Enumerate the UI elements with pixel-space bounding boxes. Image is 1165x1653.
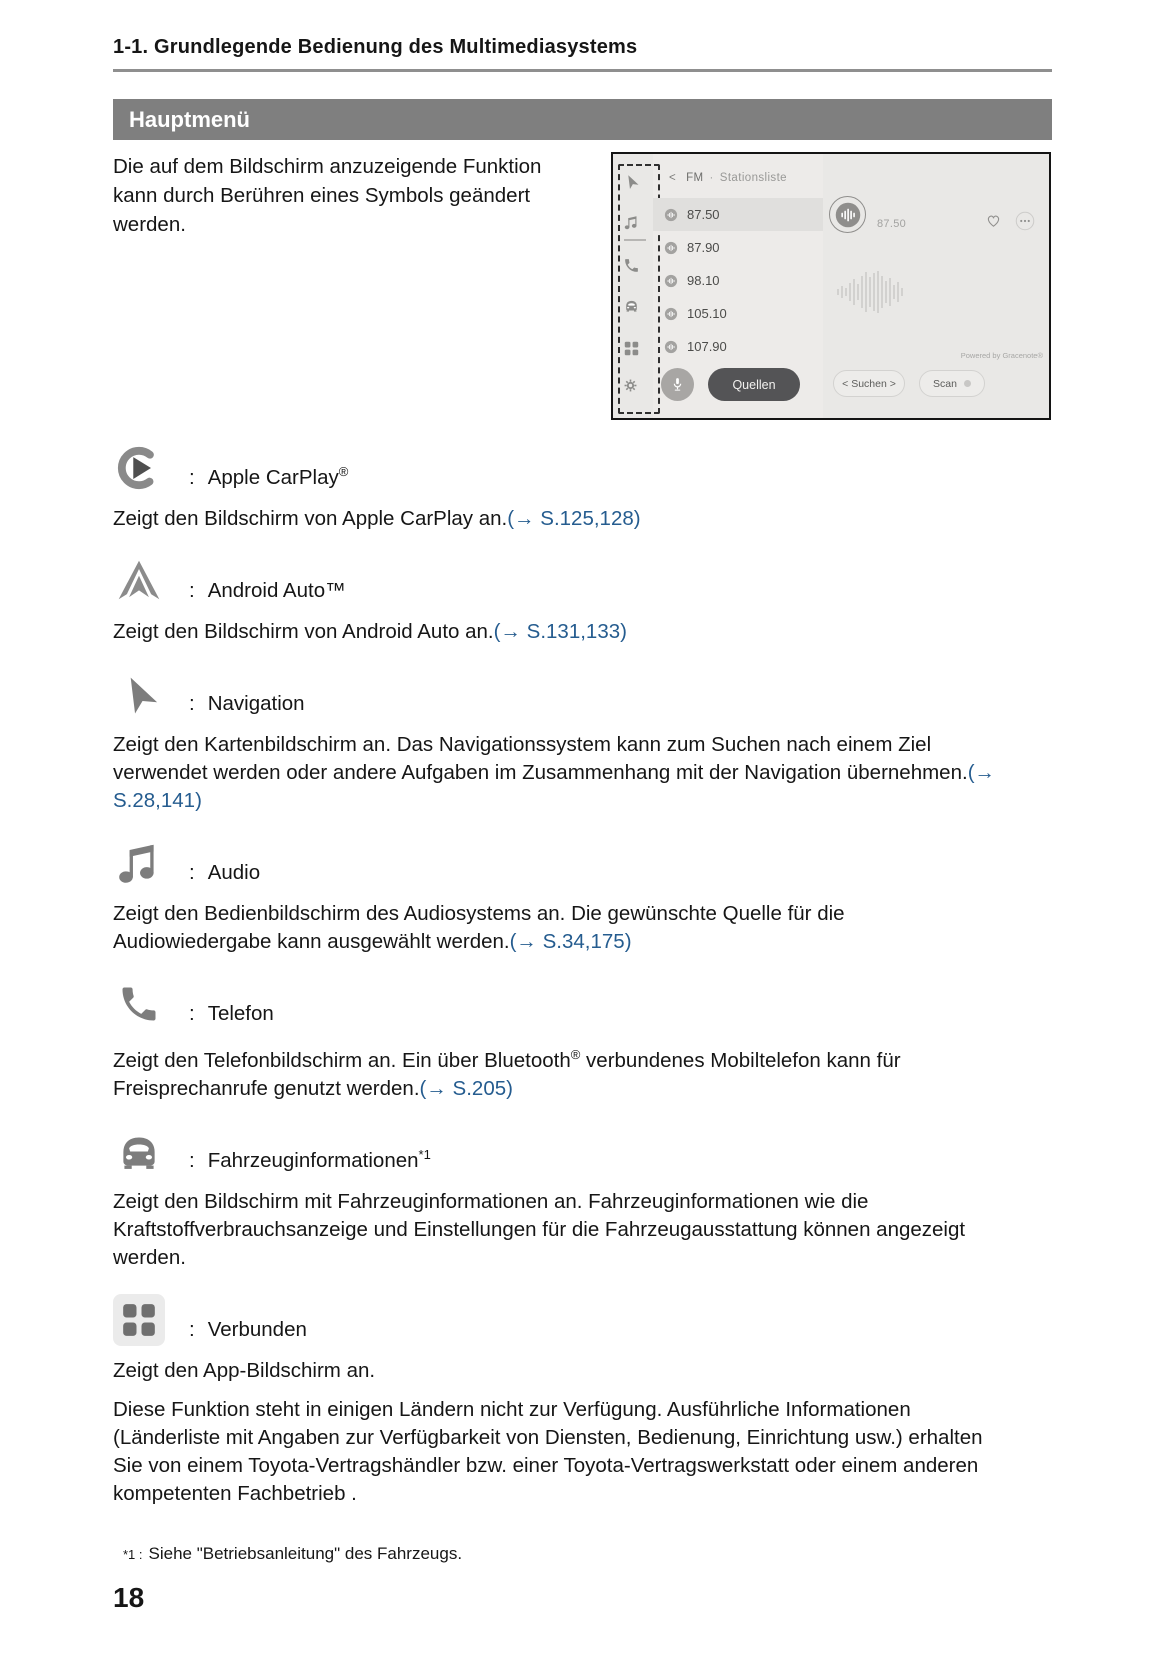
page-link[interactable]: (→ S.205) — [419, 1076, 513, 1100]
station-icon — [834, 201, 862, 229]
navigation-icon — [113, 668, 165, 720]
station-icon — [664, 208, 678, 222]
station-row — [653, 297, 823, 330]
station-frequency: 87.90 — [687, 240, 720, 255]
feature-navigation — [113, 668, 1003, 815]
station-list-title: Stationsliste — [719, 172, 787, 184]
feature-description: Zeigt den Bildschirm von Android Auto an.(→ S.131,133) — [113, 620, 627, 643]
feature-verbunden — [113, 1294, 1003, 1508]
vehicle-info-icon — [623, 297, 640, 314]
station-icon — [664, 274, 678, 288]
apps-icon — [623, 340, 640, 357]
feature-label: : Fahrzeuginformationen$^{*1}$ — [189, 1147, 431, 1172]
page-number: 18 — [113, 1581, 145, 1613]
phone-icon — [623, 257, 640, 274]
now-playing-station-icon — [829, 196, 866, 233]
page-link[interactable]: (→ S.34,175) — [509, 930, 632, 953]
feature-audio — [113, 837, 1003, 956]
page-link[interactable]: (→ S.131,133) — [493, 620, 627, 643]
page-link[interactable]: (→ S.28,141) — [113, 761, 996, 812]
station-row — [653, 198, 823, 231]
station-frequency: 105.10 — [687, 306, 727, 321]
station-row — [653, 231, 823, 264]
feature-label: : Android Auto™ — [189, 579, 346, 602]
connected-apps-icon — [113, 1294, 165, 1346]
scan-label: Scan — [933, 377, 957, 390]
footnote-text: Siehe "Betriebsanleitung" des Fahrzeugs. — [148, 1543, 463, 1563]
feature-description: Diese Funktion steht in einigen Ländern nicht zur Verfügung. Ausführliche Informationen (Länderliste mit Angaben zur Verfügbarkeit von Diensten, Bedienung, Einrichtung usw.) erhalten Sie von einem Toyota-Vertragshändler bzw. einer Toyota-Vertragswerkstatt oder einem anderen kompetenten Fachbetrieb . — [113, 1397, 983, 1505]
settings-gear-icon — [623, 378, 638, 393]
powered-by-label: Powered by Gracenote® — [960, 351, 1043, 360]
feature-description: Zeigt den Bildschirm von Apple CarPlay an.(→ S.125,128) — [113, 507, 641, 530]
feature-telefon — [113, 978, 1003, 1103]
feature-description: Zeigt den Kartenbildschirm an. Das Navigationssystem kann zum Suchen nach einem Ziel verwendet werden oder andere Aufgaben im Zusammenhang mit der Navigation übernehmen.(→ S.28,141) — [113, 733, 996, 812]
android-auto-icon — [113, 555, 165, 607]
more-options-icon — [1015, 211, 1035, 231]
scan-dot-icon — [964, 380, 971, 387]
station-frequency: 87.50 — [687, 207, 720, 222]
band-label: FM — [686, 172, 704, 184]
favorite-heart-icon — [985, 212, 1002, 229]
header-separator: · — [709, 172, 714, 184]
scan-button — [919, 370, 985, 397]
active-tab-indicator — [624, 239, 646, 241]
navigation-icon — [623, 173, 640, 190]
feature-label: : Audio — [189, 861, 261, 884]
feature-description: Zeigt den App-Bildschirm an. — [113, 1358, 376, 1382]
station-row — [653, 264, 823, 297]
station-row — [653, 330, 823, 363]
audio-icon — [623, 214, 640, 231]
mic-icon — [668, 375, 687, 394]
phone-icon — [113, 978, 165, 1030]
feature-label: : Telefon — [189, 1002, 274, 1025]
waveform-graphic — [837, 271, 905, 313]
sources-button: Quellen — [708, 368, 800, 401]
audio-icon — [113, 837, 165, 889]
station-frequency: 107.90 — [687, 339, 727, 354]
feature-description: Zeigt den Bildschirm mit Fahrzeuginformationen an. Fahrzeuginformationen wie die Kraftstoffverbrauchsanzeige und Einstellungen für die Fahrzeugausstattung können angezeigt werden. — [113, 1189, 966, 1269]
station-icon — [664, 241, 678, 255]
divider — [113, 69, 1052, 72]
apple-carplay-icon — [113, 442, 165, 494]
radio-screenshot-figure — [611, 152, 1051, 420]
breadcrumb: 1-1. Grundlegende Bedienung des Multimediasystems — [113, 36, 638, 58]
radio-header — [669, 172, 787, 184]
feature-description: Zeigt den Telefonbildschirm an. Ein über Bluetooth® verbundenes Mobiltelefon kann für Freisprechanrufe genutzt werden.(→ S.205) — [113, 1047, 901, 1100]
page-title: Hauptmenü — [129, 107, 250, 132]
feature-carplay — [113, 442, 1003, 533]
station-frequency: 98.10 — [687, 273, 720, 288]
section-title-bar — [113, 99, 1052, 140]
footnote — [123, 1544, 1052, 1564]
intro-text: Die auf dem Bildschirm anzuzeigende Funktion kann durch Berühren eines Symbols geändert werden. — [113, 155, 542, 236]
feature-description: Zeigt den Bedienbildschirm des Audiosystems an. Die gewünschte Quelle für die Audiowiedergabe kann ausgewählt werden.(→ S.34,175) — [113, 902, 845, 953]
footnote-marker: *1 : — [123, 1546, 143, 1562]
seek-button: < Suchen > — [833, 370, 905, 397]
station-icon — [664, 307, 678, 321]
now-playing-frequency: 87.50 — [877, 218, 907, 230]
vehicle-info-icon — [113, 1125, 165, 1177]
feature-fahrzeuginformationen — [113, 1125, 1003, 1272]
station-icon — [664, 340, 678, 354]
feature-label: : Verbunden — [189, 1317, 307, 1341]
voice-mic-button — [661, 368, 694, 401]
feature-label: : Apple CarPlay® — [189, 464, 349, 489]
back-chevron-icon: < — [669, 172, 677, 184]
feature-label: : Navigation — [189, 692, 305, 715]
page-link[interactable]: (→ S.125,128) — [507, 507, 641, 530]
feature-android-auto — [113, 555, 1003, 646]
